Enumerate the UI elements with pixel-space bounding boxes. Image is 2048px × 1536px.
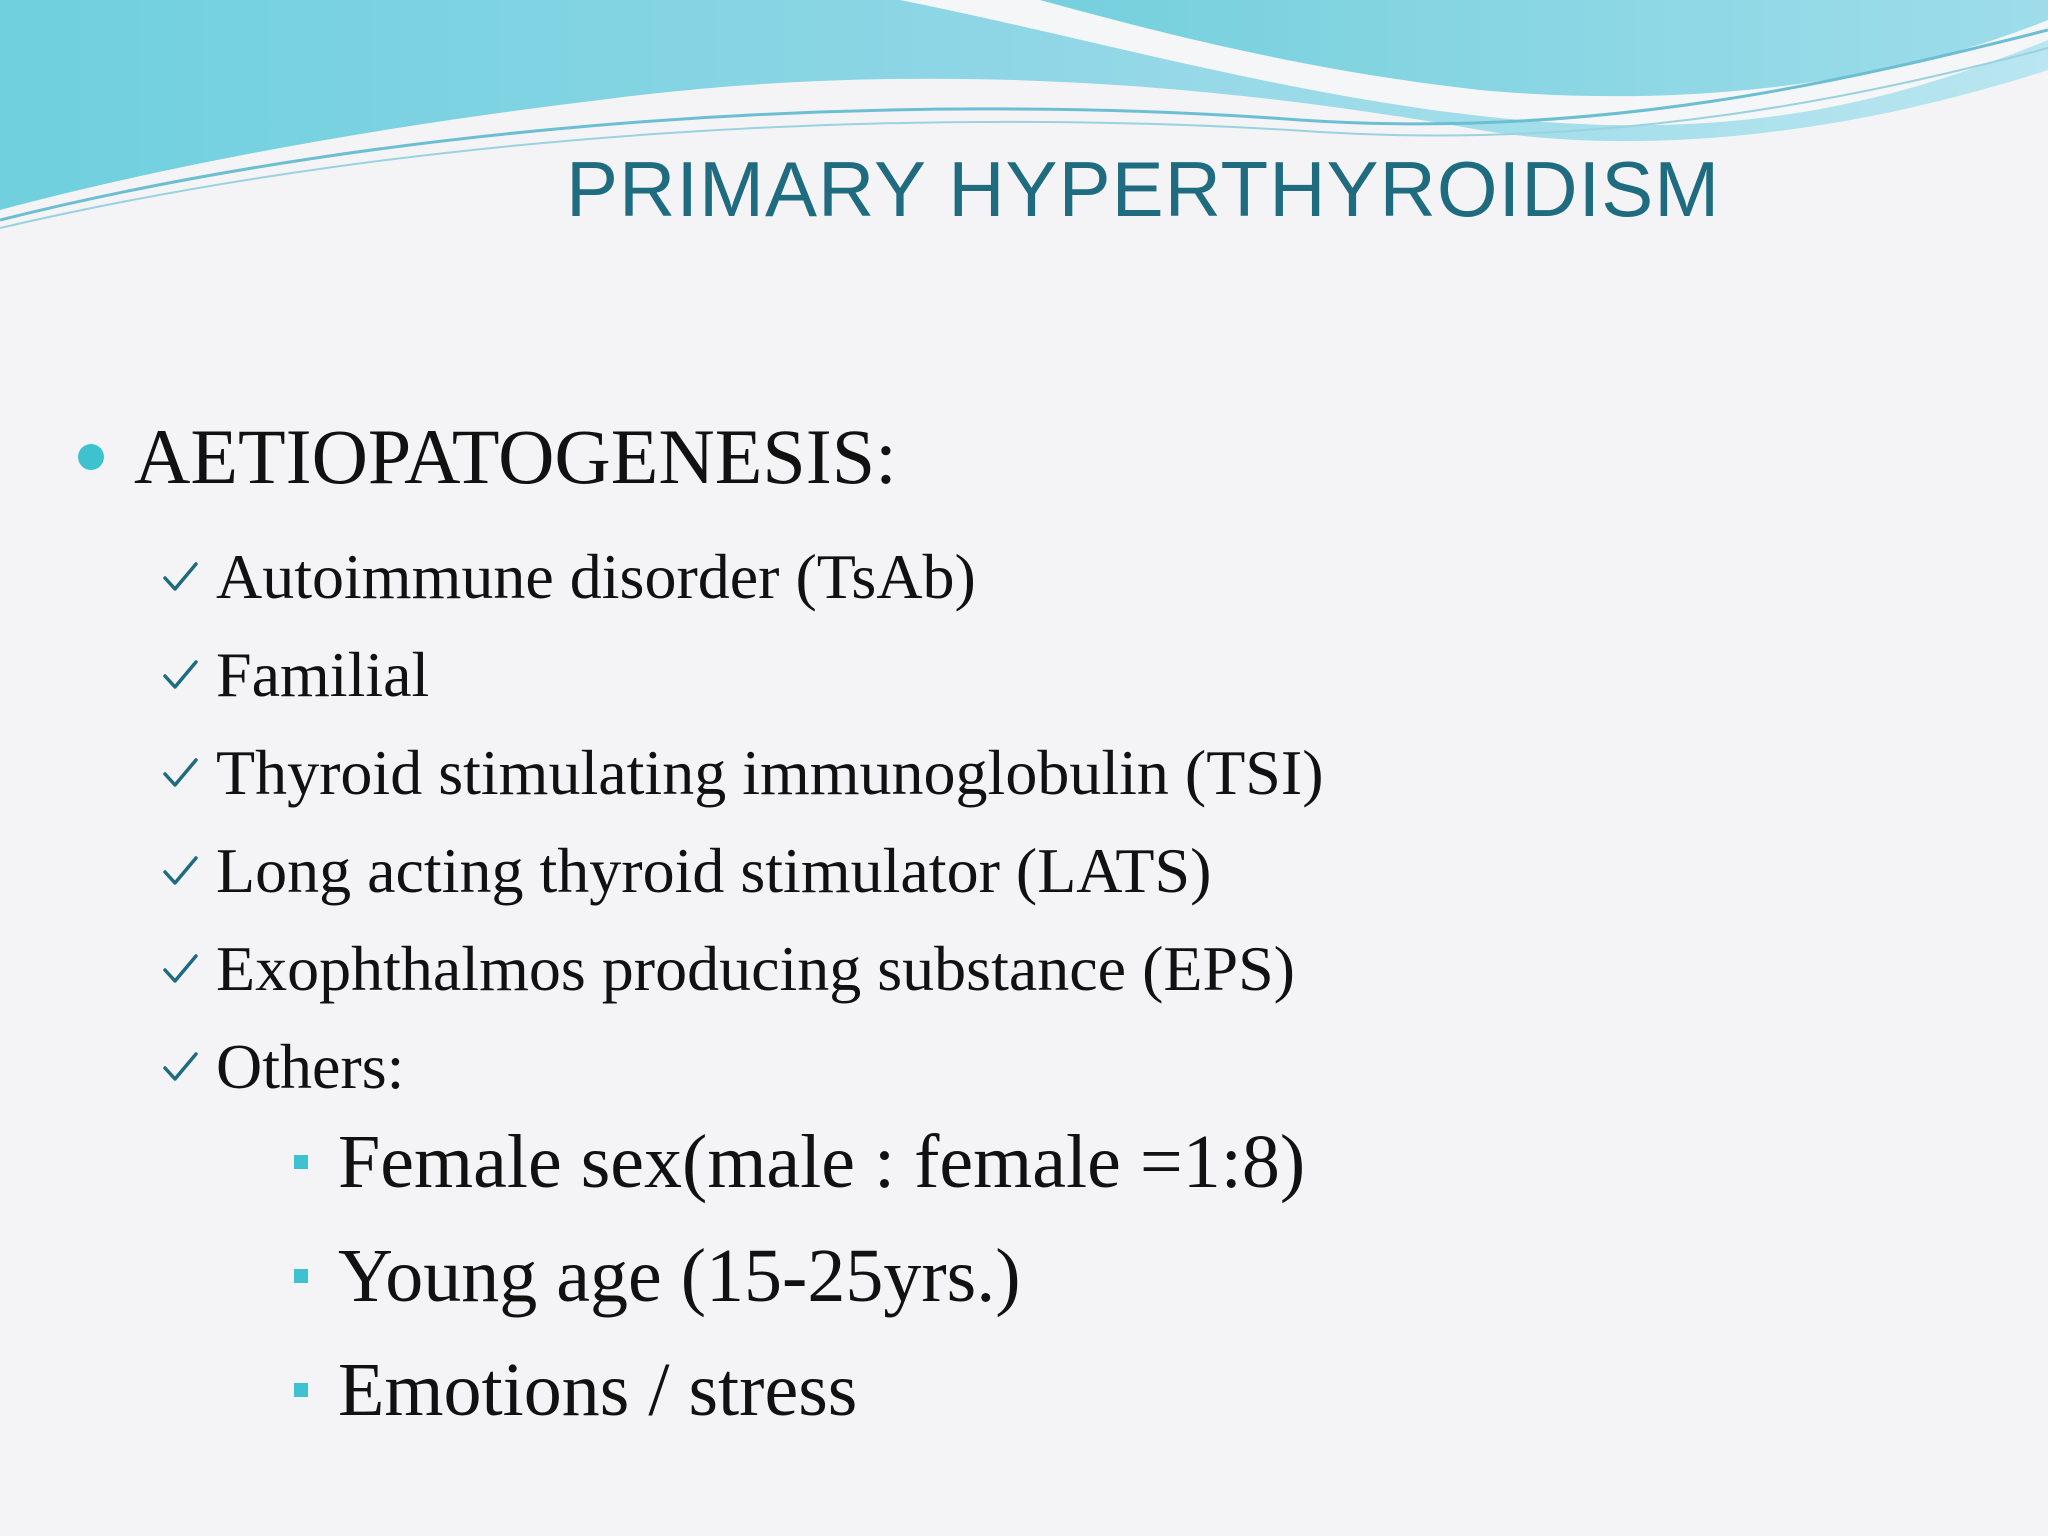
sub-item	[294, 1219, 1305, 1333]
check-item-text: Familial	[216, 639, 430, 710]
check-item	[160, 1018, 1324, 1116]
slide-title: PRIMARY HYPERTHYROIDISM	[566, 145, 1721, 233]
checkmark-icon	[160, 748, 204, 798]
check-item	[160, 528, 1324, 626]
round-dot-icon	[78, 444, 104, 470]
sub-item-text: Female sex(male : female =1:8)	[338, 1120, 1306, 1204]
checkmark-icon	[160, 552, 204, 602]
check-item	[160, 724, 1324, 822]
check-item-text: Others:	[216, 1031, 405, 1102]
checkmark-icon	[160, 846, 204, 896]
checkmark-icon	[160, 944, 204, 994]
sub-list	[294, 1105, 1305, 1447]
sub-item	[294, 1333, 1305, 1447]
square-bullet-icon	[294, 1269, 308, 1283]
sub-item-text: Emotions / stress	[338, 1348, 858, 1432]
square-bullet-icon	[294, 1383, 308, 1397]
sub-item-text: Young age (15-25yrs.)	[338, 1234, 1021, 1318]
main-bullet-text: AETIOPATOGENESIS:	[134, 413, 897, 500]
square-bullet-icon	[294, 1155, 308, 1169]
check-item-text: Thyroid stimulating immunoglobulin (TSI)	[216, 737, 1324, 808]
check-item	[160, 822, 1324, 920]
main-bullet	[78, 413, 897, 500]
check-item-text: Long acting thyroid stimulator (LATS)	[216, 835, 1212, 906]
check-item	[160, 920, 1324, 1018]
checkmark-icon	[160, 650, 204, 700]
check-item-text: Exophthalmos producing substance (EPS)	[216, 933, 1295, 1004]
check-list	[160, 528, 1324, 1116]
sub-item	[294, 1105, 1305, 1219]
check-item	[160, 626, 1324, 724]
check-item-text: Autoimmune disorder (TsAb)	[216, 541, 976, 612]
checkmark-icon	[160, 1042, 204, 1092]
